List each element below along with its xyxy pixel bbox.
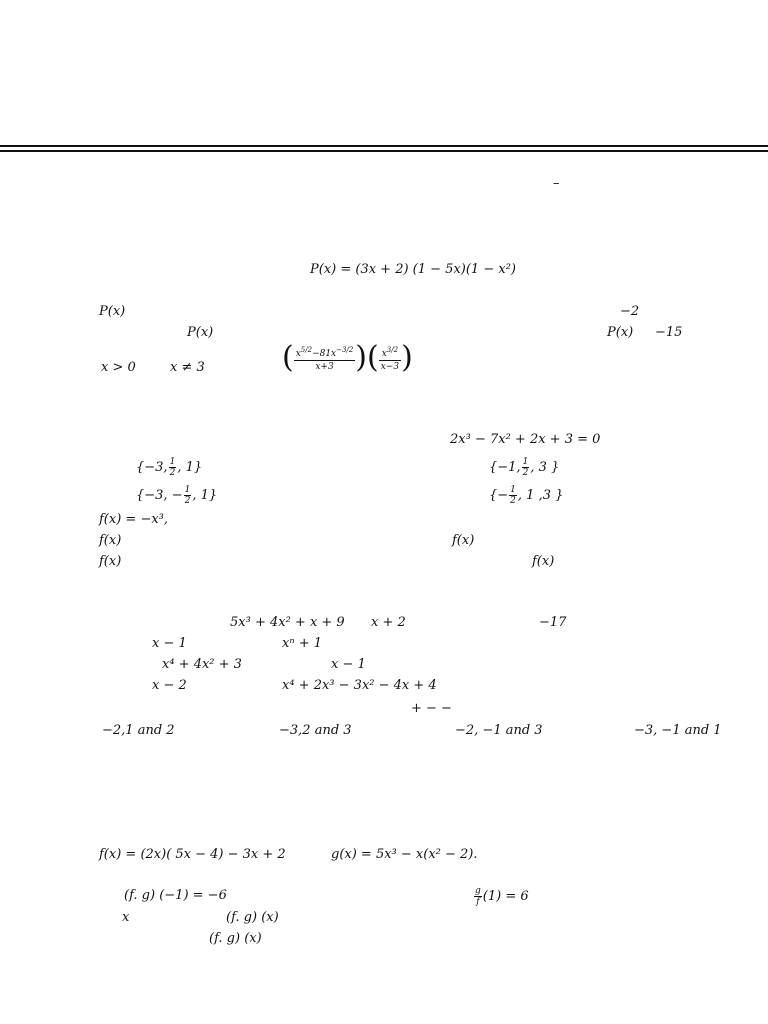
condition-x-not-3: x ≠ 3 [170, 360, 205, 375]
polynomial-dividend: 5x³ + 4x² + x + 9 [230, 615, 345, 630]
p-label-3: P(x) [607, 325, 634, 340]
value-neg15: −15 [655, 325, 683, 340]
f-label-2: f(x) [452, 533, 475, 548]
roots-option-d: −3, −1 and 1 [634, 723, 722, 738]
value-neg2: −2 [620, 304, 640, 319]
rational-expression: ( $\frac{x^{5/2}-81x^{-3/2}}{x+3}$ )( $\frac{x^{3/2}}{x-3}$ ) [282, 340, 413, 375]
sign-row: + − − [411, 701, 452, 716]
header-dash: – [553, 176, 560, 191]
condition-x-positive: x > 0 [101, 360, 136, 375]
option-b-set: {−1, $\frac{1}{2}$ , 3 } [489, 457, 560, 478]
x-label: x [122, 910, 130, 925]
option-c-set: {−3, − $\frac{1}{2}$ , 1} [136, 485, 218, 506]
g-over-f-value: $\frac{g}{f}$ (1) = 6 [475, 886, 529, 907]
factor-x-minus-1-b: x − 1 [331, 657, 366, 672]
cubic-equation: 2x³ − 7x² + 2x + 3 = 0 [450, 432, 601, 447]
option-d-set: {− $\frac{1}{2}$ , 1 ,3 } [489, 485, 564, 506]
roots-option-b: −3,2 and 3 [279, 723, 352, 738]
roots-option-a: −2,1 and 2 [102, 723, 175, 738]
value-neg17: −17 [539, 615, 567, 630]
function-f-def-2: f(x) = (2x)( 5x − 4) − 3x + 2 [99, 847, 286, 862]
fg-of-x-1: (f. g) (x) [226, 910, 279, 925]
function-g-def: g(x) = 5x³ − x(x² − 2). [331, 847, 478, 862]
p-label-1: P(x) [99, 304, 126, 319]
p-label-2: P(x) [187, 325, 214, 340]
fg-product-value: (f. g) (−1) = −6 [124, 888, 227, 903]
polynomial-p: P(x) = (3x + 2) (1 − 5x)(1 − x²) [310, 262, 516, 277]
header-rule-top [0, 145, 768, 147]
polynomial-quartic-2: x⁴ + 2x³ − 3x² − 4x + 4 [282, 678, 437, 693]
f-label-4: f(x) [532, 554, 555, 569]
factor-x-minus-2: x − 2 [152, 678, 187, 693]
divisor: x + 2 [371, 615, 406, 630]
expr-quartic: x⁴ + 4x² + 3 [162, 657, 242, 672]
fg-of-x-2: (f. g) (x) [209, 931, 262, 946]
roots-option-c: −2, −1 and 3 [455, 723, 543, 738]
header-rule-bottom [0, 150, 768, 152]
f-label-1: f(x) [99, 533, 122, 548]
expr-xn-plus-1: xⁿ + 1 [282, 636, 323, 651]
fraction-1: $\frac{x^{5/2}-81x^{-3/2}}{x+3}$ [295, 345, 354, 372]
fraction-2: $\frac{x^{3/2}}{x-3}$ [380, 345, 400, 372]
function-f-definition: f(x) = −x³, [99, 512, 169, 527]
factor-x-minus-1-a: x − 1 [152, 636, 187, 651]
option-a-set: {−3, $\frac{1}{2}$ , 1} [136, 457, 203, 478]
f-label-3: f(x) [99, 554, 122, 569]
